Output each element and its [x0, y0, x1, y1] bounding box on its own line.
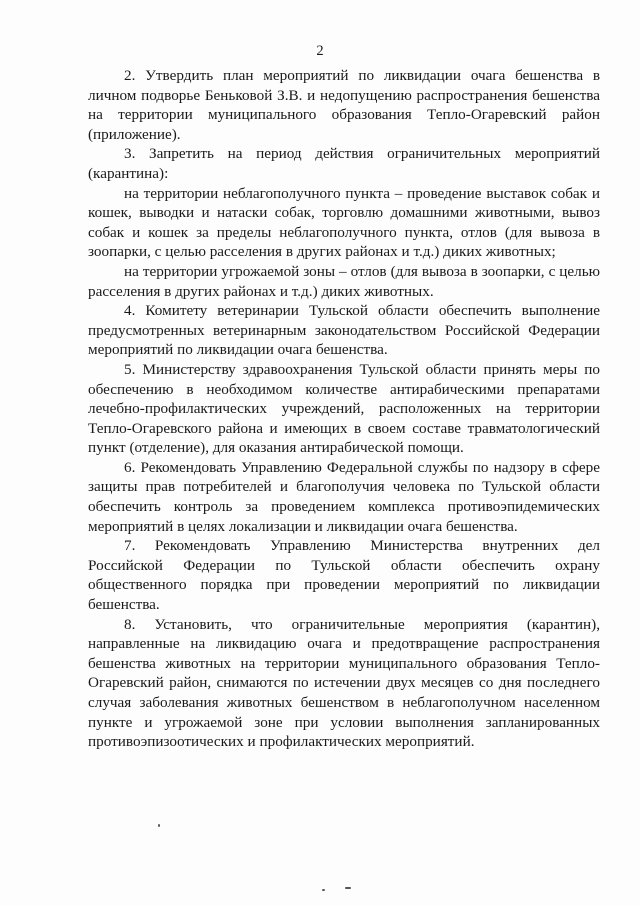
- document-body: [88, 66, 600, 752]
- paragraph-threatened-zone: на территории угрожаемой зоны – отлов (для вывоза в зоопарки, с целью расселения в других районах и т.д.) диких животных.: [88, 262, 600, 300]
- paragraph-item-6-consumer-rights: 6. Рекомендовать Управлению Федеральной службы по надзору в сфере защиты прав потребителей и благополучия человека по Тульской области обеспечить контроль за проведением комплекса противоэпидемических мероприятий в целях локализации и ликвидации очага бешенства.: [88, 458, 600, 535]
- paragraph-item-7-police: 7. Рекомендовать Управлению Министерства внутренних дел Российской Федерации по Тульской области обеспечить охрану общественного порядка при проведении мероприятий по ликвидации бешенства.: [88, 537, 600, 614]
- paragraph-unfavorable-point: на территории неблагополучного пункта – проведение выставок собак и кошек, выводки и натаски собак, торговлю домашними животными, вывоз собак и кошек за пределы неблагополучного пункта, отлов (для вывоза в зоопарки, с целью расселения в других районах и т.д.) диких животных;: [88, 184, 600, 261]
- scan-speck: [345, 887, 351, 889]
- paragraph-item-2-plan: 2. Утвердить план мероприятий по ликвидации очага бешенства в личном подворье Беньковой З.В. и недопущению распространения бешенства на территории муниципального образования Тепло-Огаревский район (приложение).: [88, 67, 600, 143]
- page-number: 2: [316, 43, 324, 59]
- scan-speck: [158, 824, 160, 827]
- paragraph-item-8-quarantine-lift: 8. Установить, что ограничительные мероприятия (карантин), направленные на ликвидацию очага и предотвращение распространения бешенства животных на территории муниципального образования Тепло-Огаревский район, снимаются по истечении двух месяцев со дня последнего случая заболевания животных бешенством в неблагополучном населенном пункте и угрожаемой зоне при условии выполнения запланированных противоэпизоотических и профилактических мероприятий.: [88, 615, 600, 751]
- paragraph-item-5-health-ministry: 5. Министерству здравоохранения Тульской области принять меры по обеспечению в необходимом количестве антирабическими препаратами лечебно-профилактических учреждений, расположенных на территории Тепло-Огаревского района и имеющих в своем составе травматологический пункт (отделение), для оказания антирабической помощи.: [88, 360, 600, 457]
- scan-speck: [322, 889, 325, 891]
- paragraph-item-4-veterinary: 4. Комитету ветеринарии Тульской области обеспечить выполнение предусмотренных ветеринарным законодательством Российской Федерации мероприятий по ликвидации очага бешенства.: [88, 302, 600, 359]
- paragraph-item-3-prohibition: 3. Запретить на период действия ограничительных мероприятий (карантина):: [88, 145, 600, 182]
